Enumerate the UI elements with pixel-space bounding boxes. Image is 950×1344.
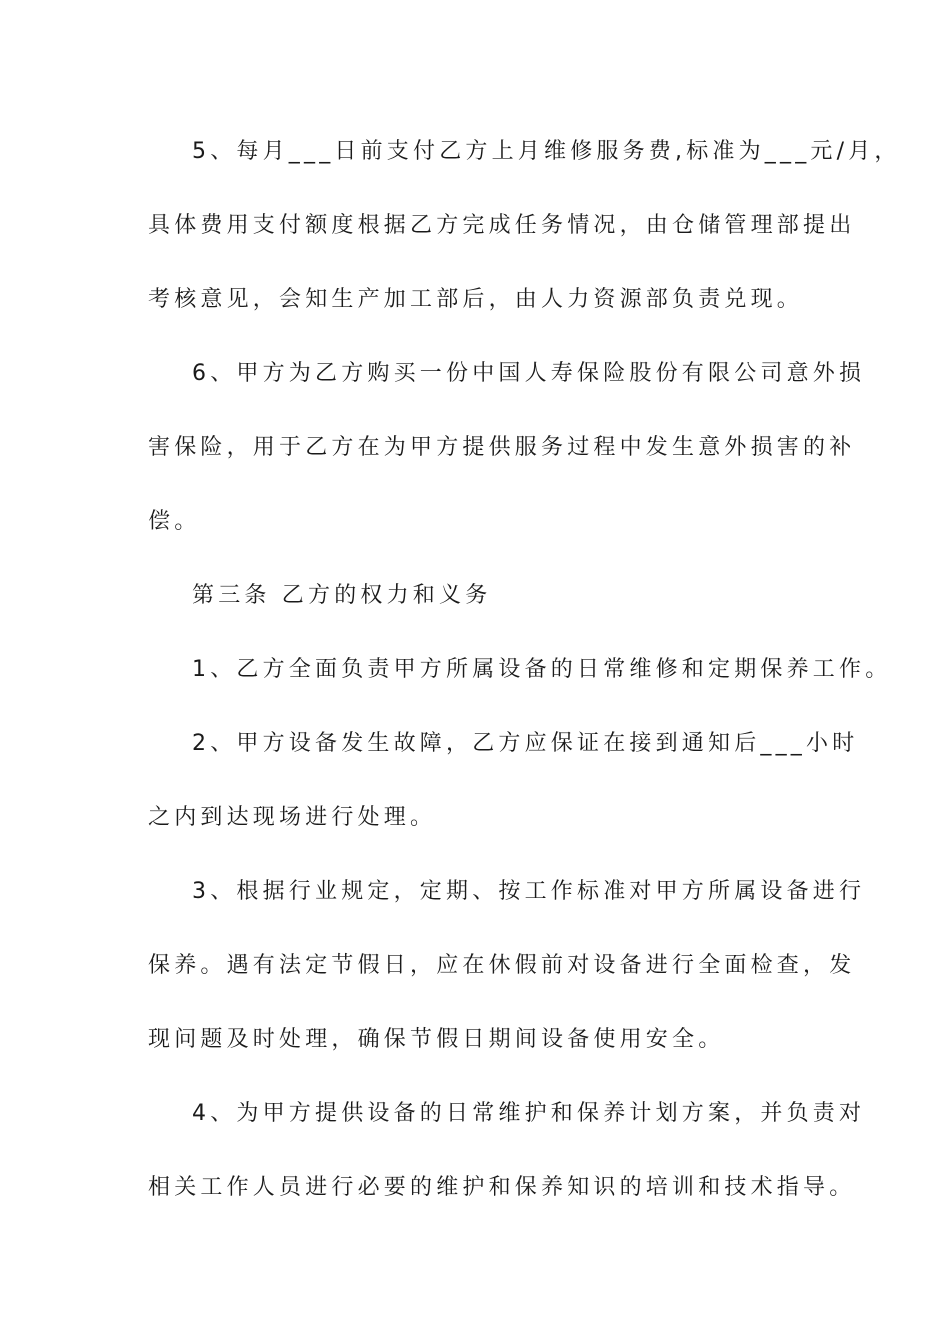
item-3-line-1: 3、根据行业规定，定期、按工作标准对甲方所属设备进行 [192, 879, 866, 904]
item-4-line-2: 相关工作人员进行必要的维护和保养知识的培训和技术指导。 [148, 1175, 856, 1200]
item-3-line-2: 保养。遇有法定节假日，应在休假前对设备进行全面检查，发 [148, 953, 856, 978]
item-1-line-1: 1、乙方全面负责甲方所属设备的日常维修和定期保养工作。 [192, 657, 892, 682]
paragraph-6-line-2: 害保险，用于乙方在为甲方提供服务过程中发生意外损害的补 [148, 435, 856, 460]
item-2-line-2: 之内到达现场进行处理。 [148, 805, 437, 830]
paragraph-5-line-2: 具体费用支付额度根据乙方完成任务情况，由仓储管理部提出 [148, 213, 856, 238]
item-2-line-1: 2、甲方设备发生故障，乙方应保证在接到通知后___小时 [192, 731, 859, 756]
paragraph-5-line-1: 5、每月___日前支付乙方上月维修服务费,标准为___元/月， [192, 139, 901, 164]
paragraph-6-line-1: 6、甲方为乙方购买一份中国人寿保险股份有限公司意外损 [192, 361, 866, 386]
paragraph-6-line-3: 偿。 [148, 509, 201, 534]
item-3-line-3: 现问题及时处理，确保节假日期间设备使用安全。 [148, 1027, 725, 1052]
paragraph-5-line-3: 考核意见，会知生产加工部后，由人力资源部负责兑现。 [148, 287, 804, 312]
item-4-line-1: 4、为甲方提供设备的日常维护和保养计划方案，并负责对 [192, 1101, 866, 1126]
article-3-heading: 第三条 乙方的权力和义务 [192, 583, 492, 608]
